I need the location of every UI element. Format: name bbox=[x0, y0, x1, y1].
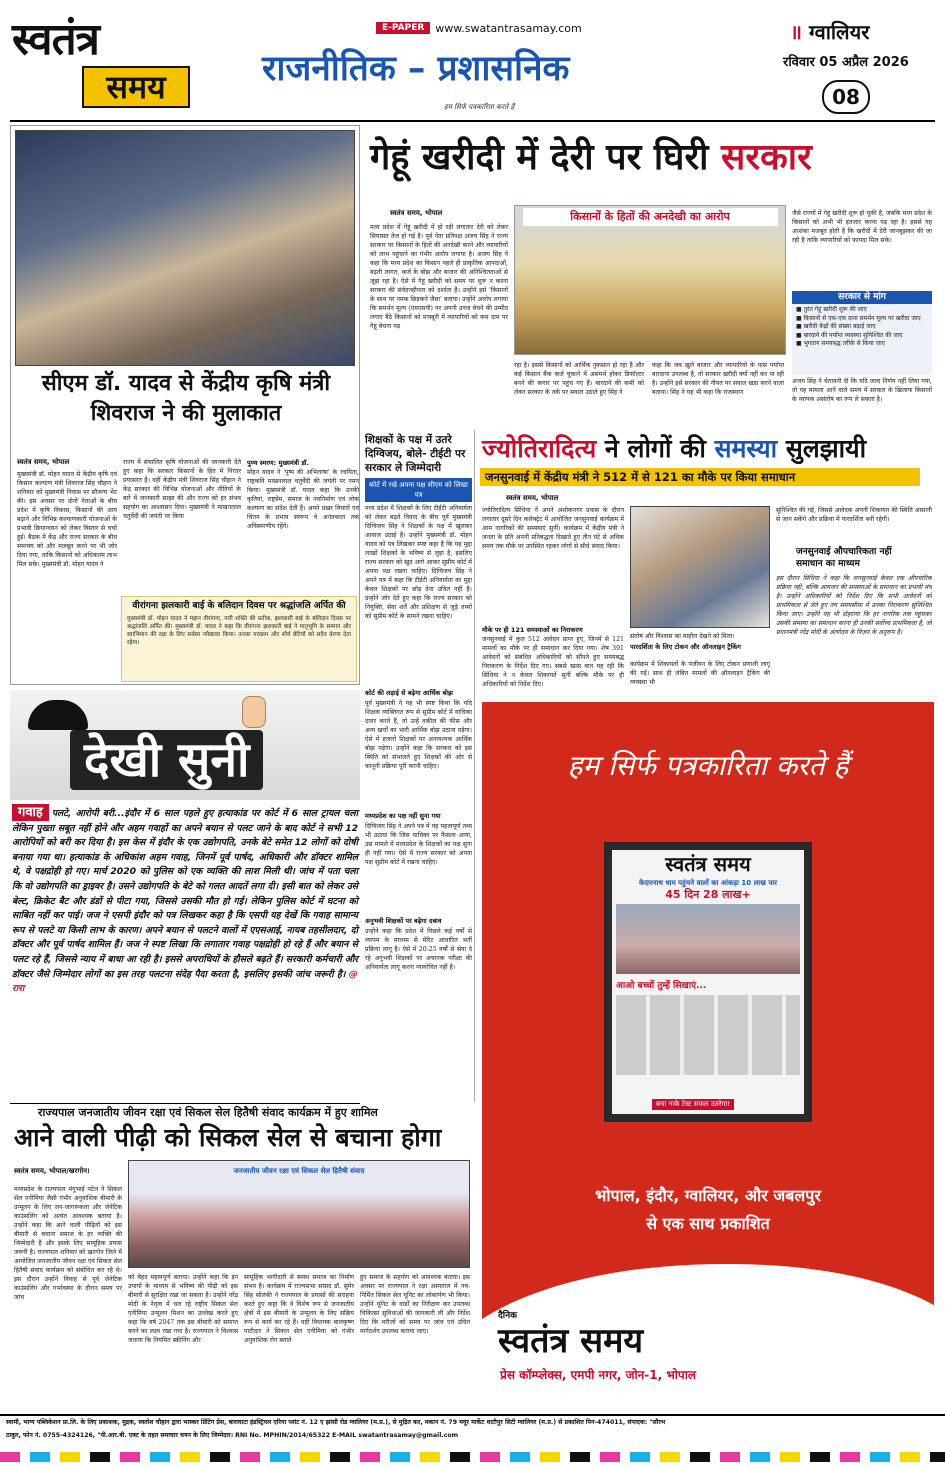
teachers-sub2: मध्यप्रदेश का पक्ष नहीं सुना गया bbox=[365, 812, 441, 820]
demand-item: ■ किसानों से एक-एक दाना समर्थन मूल्य पर खरीदा जाए bbox=[796, 314, 921, 322]
dekhi-suni-banner bbox=[10, 690, 360, 800]
scindia-col1: ज्योतिरादित्य सिंधिया ने अपने अशोकनगर प्रवास के दौरान लगातार दूसरे दिन कलेक्ट्रेट में आयोजित जनसुनवाई कार्यक्रम में आम नागरिकों की समस्याएं सुनीं। कार्यक्रम में केंद्रीय मंत्री ने जनता के प्रति अपनी प्रतिबद्धता दिखाते हुए तीन घंटे से अधिक समय तक मौके पर उपस्थित रहकर लोगों से सीधे संवाद किया। bbox=[482, 507, 624, 550]
demand-item: ■ तुरंत गेहूं खरीदी शुरू की जाए bbox=[796, 306, 867, 313]
ad-address: प्रेस कॉम्प्लेक्स, एमपी नगर, जोन-1, भोपाल bbox=[500, 1368, 696, 1382]
color-register-marks bbox=[0, 1452, 945, 1462]
masthead bbox=[0, 0, 945, 125]
story-sickle bbox=[10, 1105, 472, 1411]
teachers-sub3: अनुभवी शिक्षकों पर बढ़ेगा दबाव bbox=[365, 917, 442, 925]
logo-line2: समय bbox=[106, 68, 166, 106]
wheat-headline bbox=[370, 135, 930, 181]
dekhi-suni-body bbox=[10, 800, 360, 997]
footer-line2: ठाकुर, फोन नं. 0755-4324126, "पी.आर.बी. एक्ट के तहत समाचार चयन के लिए जिम्मेदार। RNI No. MPHIN/2014/65322 E-MAIL swatantrasamay@gmail.com bbox=[6, 1432, 459, 1439]
logo-line2-box bbox=[82, 66, 190, 108]
demands-footer: अजय सिंह ने चेतावनी दी कि यदि जल्द निर्णय नहीं लिया गया, तो यह मामला आने वाले समय में सरकार के खिलाफ किसानों के व्यापक असंतोष का रूप ले सकता है। bbox=[792, 378, 932, 403]
ad-mini-masthead: स्वतंत्र समय bbox=[665, 852, 751, 876]
story-cm bbox=[10, 125, 360, 685]
demand-item: ■ भुगतान समयबद्ध तरीके से किया जाए bbox=[796, 340, 885, 347]
sickle-photo bbox=[128, 1160, 470, 1268]
dekhi-suni-text: पलटे, आरोपी बरी...इंदौर में 6 साल पहले हुए हत्याकांड पर कोर्ट में 6 साल ट्रायल चला लेकिन पुख्ता सबूत नहीं होने और अहम गवाहों का अपने बयान से पलट जाने के बाद कोर्ट ने सभी 12 आरोपियों को बरी कर दिया है। इस केस में इंदौर के एक उद्योगपति, उनके बेटे समेत 12 लोगों को दोषी बनाया गया था। हत्याकांड के अधिकांश अहम गवाह, जिनमें पूर्व पार्षद, अधिकारी और डॉक्टर शामिल थे, वे पक्षद्रोही हो गए। मार्च 2020 को पुलिस को एक व्यक्ति की लाश मिली थी। जांच में पता चला कि वो उद्योगपति का ड्राइवर है। उसने उद्योगपति के बेटे को गलत आदतें लगा दी। इसी बात को लेकर उसे बेल्ट, क्रिकेट बैट और डंडों से पीटा गया, जिससे उसकी मौत हो गई। लेकिन पुलिस कोर्ट में घटना को साबित नहीं कर पाई। जज ने एसपी इंदौर को पत्र लिखकर कहा है कि एसपी यह देखें कि गवाह सामान्य रूप से पलटे या किसी लाभ के कारण। अपने बयान से पलटने वालों में एएसआई, नायब तहसीलदार, दो डॉक्टर और पूर्व पार्षद शामिल हैं। जज ने स्पष्ट लिखा कि लगातार गवाह पक्षद्रोही हो रहे हैं और बयान से पलट रहे हैं, जिससे न्याय में बाधा आ रही है। इससे अपराधियों के हौसले बढ़ते हैं। सरकारी कर्मचारी और डॉक्टर जैसे जिम्मेदार लोगों का इस तरह पलटना संदेह पैदा करता है, इसलिए इसकी जांच जरूरी है। bbox=[12, 808, 358, 980]
cm-photo bbox=[15, 130, 355, 366]
ad-mini-grid bbox=[616, 995, 800, 1075]
tribute-heading: वीरांगना झलकारी बाई के बलिदान दिवस पर श्रद्धांजलि अर्पित की bbox=[132, 601, 346, 611]
scindia-byline: स्वतंत्र समय, भोपाल bbox=[506, 494, 559, 502]
ad-mini-numbers: 45 दिन 28 लाख+ bbox=[665, 888, 751, 901]
wheat-headline-part2: सरकार bbox=[721, 137, 812, 178]
ad-newspaper-frame bbox=[604, 842, 812, 1122]
dekhi-suni bbox=[10, 690, 360, 1095]
scindia-headline-part2: ने लोगों की bbox=[604, 434, 706, 463]
demand-item: ■ खरीदी केंद्रों की संख्या बढ़ाई जाए bbox=[796, 323, 876, 330]
scindia-headline-part4: सुलझायी bbox=[785, 434, 867, 463]
city-name: ग्वालियर bbox=[808, 20, 870, 44]
ad-mini-promo: आओ बच्चों तुम्हें सिखाएं... bbox=[616, 981, 707, 991]
ad-cities: भोपाल, इंदौर, ग्वालियर, और जबलपुर bbox=[595, 1186, 821, 1205]
sickle-byline: स्वतंत्र समय, भोपाल/खरगोन। bbox=[14, 1167, 90, 1175]
demands-title: सरकार से मांग bbox=[792, 291, 932, 304]
page-number bbox=[822, 80, 870, 114]
scindia-headline-part1: ज्योतिरादित्य bbox=[482, 434, 597, 463]
tribute-text: मुख्यमंत्री डॉ. मोहन यादव ने महान वीरांगना, नारी शक्ति की प्रतीक, झलकारी बाई के बलिदान दिवस पर श्रद्धांजलि अर्पित की। मुख्यमंत्री डॉ. यादव ने कहा कि वीरांगना झलकारी बाई ने मातृभूमि के सम्मान और स्वाभिमान की रक्षा के लिए सर्वस्व न्यौछावर किया। उनका पराक्रम और शौर्य बेटियों को सदैव प्रेरणा देता रहेगा। bbox=[127, 616, 351, 646]
tribute-box bbox=[121, 596, 357, 682]
ad-panel bbox=[482, 702, 934, 1410]
scindia-col1b: जनसुनवाई में कुल 512 आवेदन प्राप्त हुए, जिनमें से 121 मामलों का मौके पर ही समाधान कर दिया गया। शेष 391 आवेदनों को संबंधित अधिकारियों को सौंपते हुए समयबद्ध निराकरण के निर्देश दिए गए। सबसे खास बात यह रही कि सिंधिया ने न केवल शिकायतें सुनीं बल्कि मौके पर ही अधिकारियों को निर्देश दिए। bbox=[482, 636, 624, 688]
wheat-col2: रहा है। इससे किसानों को आर्थिक नुकसान हो रहा है और कई किसान बैंक कर्ज चुकाने में असमर्थ होकर डिफॉल्टर बनने की कगार पर पहुंच गए हैं। बारदाने की कमी को लेकर सरकार के तर्क पर सवाल उठाते हुए सिंह ने bbox=[514, 362, 644, 396]
sickle-rule bbox=[10, 1103, 360, 1104]
ad-mini-headline: केदारनाथ धाम पहुंचने वालों का आंकड़ा 10 लाख पार bbox=[639, 879, 777, 887]
story-teachers bbox=[363, 430, 475, 1102]
teachers-body4: उन्होंने कहा कि प्रदेश में पिछले कई वर्षों से व्यापम के माध्यम से मेरिट आधारित भर्ती प्रक्रिया लागू है। ऐसे में 20-25 वर्षों से सेवा दे रहे अनुभवी शिक्षकों पर अचानक परीक्षा की अनिवार्यता लागू करना न्यायोचित नहीं है। bbox=[365, 928, 472, 971]
cm-headline: सीएम डॉ. यादव से केंद्रीय कृषि मंत्री शिवराज ने की मुलाकात bbox=[41, 371, 331, 426]
cm-col3-heading: पुण्य स्मरण: मुख्यमंत्री डॉ. bbox=[247, 459, 309, 467]
scindia-col3-sub: जनसुनवाई औपचारिकता नहीं समाधान का माध्यम bbox=[796, 547, 892, 569]
scindia-col1-sub: मौके पर ही 121 समस्याओं का निराकरण bbox=[482, 626, 583, 634]
issue-date: रविवार 05 अप्रैल 2026 bbox=[783, 55, 909, 70]
story-scindia bbox=[478, 432, 934, 694]
scindia-photo bbox=[630, 506, 770, 628]
ad-mini-photo bbox=[616, 904, 800, 974]
teachers-body3: दिग्विजय सिंह ने अपने पत्र में यह महत्वपूर्ण तथ्य भी उठाया कि जिस याचिका पर फैसला आया, उस मामले में मध्यप्रदेश के शिक्षकों का पक्ष सुना ही नहीं गया। ऐसे में राज्य सरकार को अपना पक्ष सुप्रीम कोर्ट में रखना चाहिए। bbox=[365, 823, 472, 866]
wheat-photo-caption: किसानों के हितों की अनदेखी का आरोप bbox=[523, 208, 778, 226]
demands-list bbox=[792, 304, 932, 351]
masthead-rule bbox=[10, 120, 935, 122]
footer-rule bbox=[0, 1414, 945, 1416]
teachers-subhead: कोर्ट में रखे अपना पक्ष सीएम को लिखा पत्र bbox=[365, 478, 472, 502]
wheat-headline-part1: गेहूं खरीदी में देरी पर घिरी bbox=[370, 137, 709, 178]
masthead-logo bbox=[12, 14, 192, 122]
scindia-col2-sub: पारदर्शिता के लिए टोकन और ऑनलाइन ट्रैकिंग bbox=[630, 643, 741, 651]
small-tagline: हम सिर्फ पत्रकारिता करते हैं bbox=[444, 103, 515, 111]
dekhi-suni-signature: @ रारा bbox=[12, 968, 358, 995]
scindia-subhead: जनसुनवाई में केंद्रीय मंत्री ने 512 में से 121 का मौके पर किया समाधान bbox=[480, 468, 920, 486]
scindia-headline bbox=[478, 432, 934, 466]
city-label: ॥ ग्वालियर bbox=[790, 20, 870, 44]
epaper-strip bbox=[376, 21, 582, 35]
ad-newspaper-page bbox=[612, 850, 804, 1114]
sickle-banner-text: जनजातीय जीवन रक्षा एवं सिकल सेल हितैषी संवाद bbox=[233, 1167, 365, 1175]
sickle-col1: मध्यप्रदेश के राज्यपाल मंगुभाई पटेल ने सिकल सेल एनीमिया जैसी गंभीर अनुवांशिक बीमारी के उन्मूलन के लिए जन-जागरूकता और जेनेटिक काउंसलिंग को अत्यंत आवश्यक बताया है। उन्होंने कहा कि आने वाली पीढ़ियों को इस बीमारी से बचाना समाज के हर व्यक्ति की जिम्मेदारी है और इसके लिए सामूहिक प्रयास जरूरी है। राज्यपाल शनिवार को खरगोन जिले में आयोजित जनजातीय जीवन रक्षा एवं सिकल सेल हितैषी संवाद कार्यक्रम को संबोधित कर रहे थे। इस दौरान उन्होंने विवाह से पूर्व जेनेटिक काउंसलिंग और गर्भावस्था के दौरान समय पर जांच bbox=[14, 1186, 122, 1301]
logo-line1: स्वतंत्र bbox=[12, 14, 99, 65]
ad-brand-small: दैनिक bbox=[498, 1311, 518, 1321]
scindia-col3: सुनिश्चित की गई, जिससे आवेदक अपनी शिकायत की स्थिति आसानी से जान सकेंगे और प्रक्रिया में पारदर्शिता बनी रहेगी। bbox=[776, 507, 932, 523]
website-link[interactable]: www.swatantrasamay.com bbox=[435, 21, 582, 35]
sickle-col4: हुए समाज के सहयोग को आवश्यक बताया। इस अवसर पर राज्यपाल ने रक्षा अस्पताल में नव-निर्मित सिकल सेल यूनिट का लोकार्पण भी किया। उन्होंने यूनिट के वार्डों का निरीक्षण कर उपलब्ध चिकित्सा सुविधाओं की जानकारी ली और निर्देश दिए कि मरीजों को समय पर जांच एवं उचित मार्गदर्शन उपलब्ध कराया जाए। bbox=[360, 1274, 470, 1335]
stop-hand-icon bbox=[242, 696, 266, 728]
sickle-col3: सामूहिक भागीदारी से स्वस्थ समाज का निर्माण संभव है। कार्यक्रम में राज्यसभा सांसद डॉ. सुमेर सिंह सोलंकी ने राज्यपाल के प्रयासों की सराहना करते हुए कहा कि वे विशेष रूप से जनजातीय क्षेत्रों में इस बीमारी के उन्मूलन के लिए सक्रिय रूप से कार्य कर रहे हैं। वहीं विधायक बालकृष्ण पाटीदार ने सिकल सेल एनीमिया को गंभीर अनुवांशिक रोग बताते bbox=[244, 1274, 354, 1344]
ad-cities-line2: से एक साथ प्रकाशित bbox=[646, 1214, 770, 1233]
cm-col2: राज्य में संचालित कृषि योजनाओं की जानकारी देते हुए कहा कि सरकार किसानों के हित में निरंतर प्रयासरत है। वहीं केंद्रीय मंत्री शिवराज सिंह चौहान ने केंद्र सरकार की विभिन्न योजनाओं और नीतियों के बारे में जानकारी साझा की और राज्य को हर संभव सहयोग का आश्वासन दिया। मुख्यमंत्री ने माखनलाल चतुर्वेदी की जयंती पर किया bbox=[123, 459, 241, 520]
epaper-tag: E-PAPER bbox=[376, 22, 430, 34]
wheat-photo bbox=[514, 205, 786, 355]
teachers-body1: मध्य प्रदेश में शिक्षकों के लिए टीईटी अनिवार्यता को लेकर बढ़ते विवाद के बीच पूर्व मुख्यमंत्री दिग्विजय सिंह ने शिक्षकों के पक्ष में खुलकर आवाज उठाई है। उन्होंने मुख्यमंत्री डॉ. मोहन यादव को पत्र लिखकर स्पष्ट कहा है कि यह मुद्दा लाखों शिक्षकों के भविष्य से जुड़ा है, इसलिए राज्य सरकार को खुद आगे आकर सुप्रीम कोर्ट में अपना पक्ष रखना चाहिए। दिग्विजय सिंह ने अपने पत्र में कहा कि टीईटी अनिवार्यता का मुद्दा केवल शिक्षकों पर छोड़ देना उचित नहीं है। उन्होंने जोर देते हुए कहा कि राज्य सरकार को नियुक्ति, सेवा शर्तें और प्रशिक्षण से जुड़े तथ्यों को सुप्रीम कोर्ट के सामने रखना चाहिए। bbox=[365, 505, 472, 620]
scindia-col3b: इस दौरान सिंधिया ने कहा कि जनसुनवाई केवल एक औपचारिक प्रक्रिया नहीं, बल्कि आमजन की समस्याओं के समाधान का प्रभावी मंच है। उन्होंने अधिकारियों को निर्देश दिए कि सभी आवेदनों को प्राथमिकता से लेते हुए तय समयसीमा में उनका निराकरण सुनिश्चित किया जाए। उन्होंने यह भी दोहराया कि हर नागरिक तक पहुंचकर उसकी समस्या का समाधान करना ही उनकी सर्वोच्च प्राथमिकता है, जो प्रधानमंत्री नरेंद्र मोदी के अंत्योदय के विज़न के अनुरूप है। bbox=[776, 575, 932, 636]
scindia-col2: संतोष और विश्वास का माहौल देखने को मिला। bbox=[630, 633, 735, 640]
spy-icon bbox=[28, 700, 88, 730]
dekhi-suni-title: देखी सुनी bbox=[70, 730, 263, 790]
ad-brand: स्वतंत्र समय bbox=[498, 1321, 644, 1361]
teachers-body2: पूर्व मुख्यमंत्री ने यह भी स्पष्ट किया कि यदि शिक्षक व्यक्तिगत रूप से सुप्रीम कोर्ट में याचिका दायर करते हैं, तो उन्हें वकील की फीस और अन्य खर्चों का भारी आर्थिक बोझ उठाना पड़ेगा। ऐसे में हजारों शिक्षकों पर अनावश्यक आर्थिक बोझ पड़ेगा। उन्होंने कहा कि सरकार को इस स्थिति को संभालते हुए शिक्षकों की ओर से कानूनी प्रक्रिया पूरी करनी चाहिए। bbox=[365, 700, 472, 770]
story-wheat bbox=[364, 125, 934, 430]
cm-byline: स्वतंत्र समय, भोपाल bbox=[17, 458, 70, 466]
sickle-kicker: राज्यपाल जनजातीय जीवन रक्षा एवं सिकल सेल हितैषी संवाद कार्यक्रम में हुए शामिल bbox=[38, 1106, 378, 1119]
demands-box bbox=[792, 291, 932, 375]
wheat-byline: स्वतंत्र समय, भोपाल bbox=[390, 209, 443, 217]
section-title: राजनीतिक – प्रशासनिक bbox=[262, 49, 570, 89]
wheat-col4: जैसे राज्यों में गेहूं खरीदी शुरू हो चुकी है, जबकि मध्य प्रदेश के किसानों को अभी भी इंतजार करना पड़ रहा है। इससे यह आशंका मजबूत होती है कि खरीदी में देरी जानबूझकर की जा रही है ताकि व्यापारियों को फायदा मिल सके। bbox=[792, 210, 932, 244]
page-number-text: 08 bbox=[832, 85, 860, 109]
scindia-col2b: कार्यक्रम में शिकायतों के पंजीयन के लिए टोकन प्रणाली लागू की गई। साथ ही लंबित मामलों की ऑनलाइन ट्रैकिंग की व्यवस्था भी bbox=[630, 661, 770, 686]
teachers-headline: शिक्षकों के पक्ष में उतरे दिग्विजय, बोले- टीईटी पर सरकार ले जिम्मेदारी bbox=[365, 434, 466, 474]
teachers-sub1: कोर्ट की लड़ाई से बढ़ेगा आर्थिक बोझ bbox=[365, 689, 453, 697]
demand-item: ■ बारदाने की पर्याप्त व्यवस्था सुनिश्चित की जाए bbox=[796, 331, 903, 339]
scindia-headline-part3: समस्या bbox=[714, 434, 778, 463]
footer-line1: स्वामी, भाग्य पब्लिकेशन प्रा.लि. के लिए प्रकाशक, मुद्रक, स्वतोश चौहान द्वारा भास्कर प्रिंटिंग प्रेस, बाराघाटा इंडस्ट्रियल एरिया प्लांट नं. 12 ए झांसी रोड ग्वालियर (म.प्र.), से मुद्रित कर, मकान नं. 79 मयूर मार्केट थाटीपुर सिटी ग्वालियर (म.प्र.) से प्रकाशित पिन-474011, संपादक: "सौरभ bbox=[6, 1419, 666, 1426]
cm-col1: मुख्यमंत्री डॉ. मोहन यादव से केंद्रीय कृषि एवं किसान कल्याण मंत्री शिवराज सिंह चौहान ने शनिवार को मुख्यमंत्री निवास पर सौजन्य भेंट की। इस अवसर पर दोनों नेताओं के बीच प्रदेश में कृषि विकास, किसानों की आय बढ़ाने और विभिन्न कल्याणकारी योजनाओं के प्रभावी क्रियान्वयन को लेकर विस्तार से चर्चा हुई। बैठक में केंद्र और राज्य सरकार के बीच समन्वय को और मजबूत करने पर भी जोर दिया गया, ताकि किसानों को अधिकतम लाभ मिल सके। मुख्यमंत्री डॉ. मोहन यादव ने bbox=[17, 471, 117, 568]
sickle-col2: को बेहद महत्वपूर्ण बताया। उन्होंने कहा कि इन उपायों के माध्यम से भविष्य की पीढ़ी को इस बीमारी से सुरक्षित रखा जा सकता है। उन्होंने नरेंद्र मोदी के नेतृत्व में चल रहे राष्ट्रीय सिकल सेल एनीमिया उन्मूलन मिशन का उल्लेख करते हुए कहा कि वर्ष 2047 तक इस बीमारी को समाप्त करने का लक्ष्य रखा गया है। राज्यपाल ने विश्वास जताया कि नियमित स्क्रीनिंग और bbox=[128, 1274, 238, 1344]
sickle-headline: आने वाली पीढ़ी को सिकल सेल से बचाना होगा bbox=[14, 1123, 442, 1152]
dekhi-suni-label: गवाह bbox=[12, 804, 49, 821]
cm-col3: मोहन यादव ने 'पुष्प की अभिलाषा' के रचयिता, राष्ट्रकवि माखनलाल चतुर्वेदी की जयंती पर नमन किया। मुख्यमंत्री डॉ. यादव कहा कि उनकी कृतियां, राष्ट्रप्रेम, समाज के नवनिर्माण एवं लोक कल्याण का संदेश देती हैं। अपने प्रखर विचारों एवं चिंतन के प्रभाव स्वरूप वे अनंतकाल तक अविस्मरणीय रहेंगे। bbox=[247, 469, 359, 530]
wheat-col3: कहा कि जब खुले बाजार और व्यापारियों के पास पर्याप्त बारदाना उपलब्ध है, तो सरकार खरीदी क्यों नहीं कर पा रही है। उन्होंने इसे सरकार की नीयत पर सवाल खड़ा करने वाला बताया। सिंह ने यह भी कहा कि राजस्थान bbox=[652, 362, 784, 396]
ad-mini-footer: बचा नाके टेस्ट सफल उतरेगा! bbox=[652, 1099, 734, 1110]
ad-tagline: हम सिर्फ पत्रकारिता करते हैं bbox=[567, 749, 849, 782]
wheat-col1: मध्य प्रदेश में गेहूं खरीदी में हो रही लगातार देरी को लेकर सियासत तेज हो गई है। पूर्व नेता प्रतिपक्ष अजय सिंह ने राज्य सरकार पर किसानों के हितों की अनदेखी करने और व्यापारियों को लाभ पहुंचाने का गंभीर आरोप लगाया है। अजय सिंह ने कहा कि मध्य प्रदेश का किसान पहले ही प्राकृतिक आपदाओं, बढ़ती लागत, कर्ज के बोझ और बाजार की अनिश्चितताओं से जूझ रहा है। ऐसे में गेहूं खरीदी को समय पर शुरू न करना सरकार की संवेदनहीनता को दर्शाता है। उन्होंने इसे 'किसानों के साथ पर नमक छिड़कने जैसा' बताया। उन्होंने आरोप लगाया कि समर्थन मूल्य (एमएसपी) पर अपनी उपज बेचने की उम्मीद लगाए बैठे किसानों को मजबूरी में व्यापारियों को कम दाम पर गेहूं बेचना पड़ bbox=[370, 224, 508, 330]
